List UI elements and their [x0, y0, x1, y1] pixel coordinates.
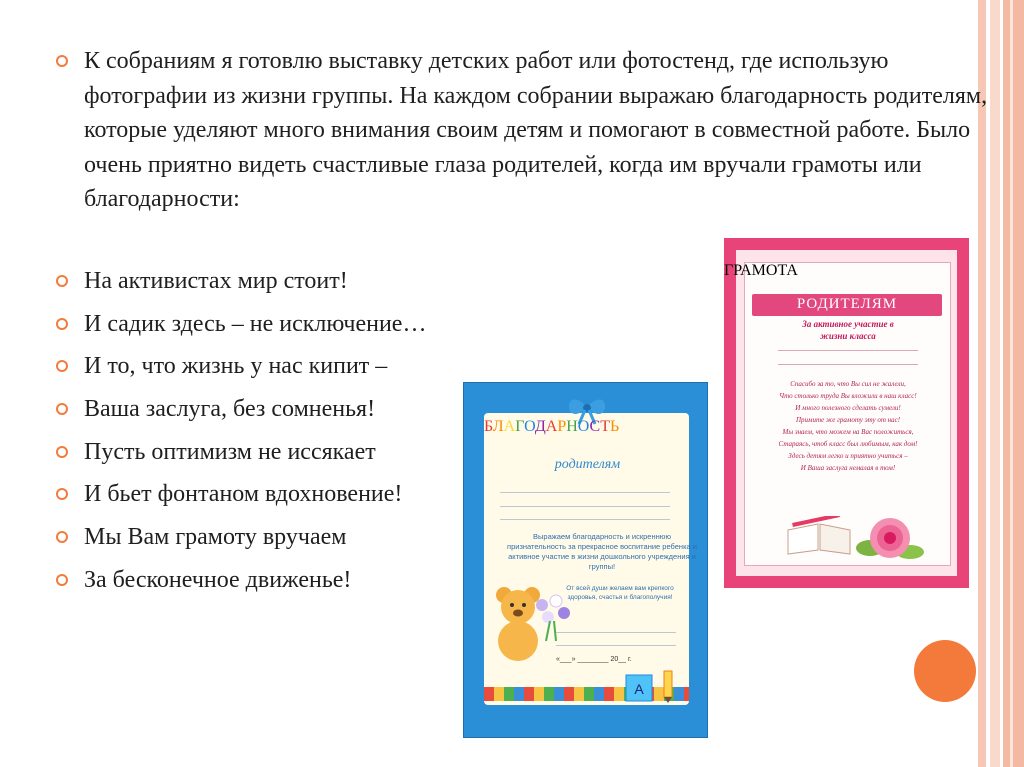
- poem-line: За бесконечное движенье!: [56, 563, 986, 598]
- poem-line: И то, что жизнь у нас кипит –: [56, 349, 986, 384]
- bullet-circle-icon: [56, 488, 68, 500]
- abc-block-icon: [624, 673, 654, 703]
- certificate-blue-date: «___» ________ 20__ г.: [556, 656, 632, 663]
- poem-line: Мы знаем, что можем на Вас положиться,: [782, 428, 914, 436]
- poem-line: Примите же грамоту эту от нас!: [795, 416, 901, 424]
- bullet-circle-icon: [56, 318, 68, 330]
- poem-line: На активистах мир стоит!: [56, 264, 986, 299]
- blank-line: [556, 645, 676, 646]
- title-letter: Л: [492, 418, 504, 435]
- bullet-circle-icon: [56, 275, 68, 287]
- svg-text:А: А: [634, 681, 644, 697]
- blank-line: [778, 350, 918, 351]
- title-letter: Н: [566, 418, 578, 435]
- certificate-blue-body: Выражаем благодарность и искреннюю признательность за прекрасное воспитание ребенка и активное участие в жизни дошкольного учреждения и группы!: [507, 532, 697, 571]
- title-letter: А: [545, 418, 558, 435]
- certificate-pink-title: ГРАМОТА: [724, 262, 798, 279]
- bullet-circle-icon: [56, 446, 68, 458]
- open-book-icon: [784, 516, 854, 556]
- certificate-pink-for: За активное участие в жизни класса: [802, 319, 894, 341]
- poem-line: И много полезного сделать сумели!: [795, 404, 901, 412]
- bullet-circle-icon: [56, 360, 68, 372]
- certificate-pink-subtitle: РОДИТЕЛЯМ: [796, 296, 898, 312]
- poem-line: Мы Вам грамоту вручаем: [56, 520, 986, 555]
- certificate-blue-title: [484, 418, 689, 436]
- blank-line: [556, 632, 676, 633]
- title-letter: А: [503, 418, 516, 435]
- blank-line: [500, 506, 670, 507]
- title-letter: С: [589, 418, 601, 435]
- poem-line: Спасибо за то, что Вы сил не жалели,: [790, 380, 906, 388]
- pencil-icon: [654, 669, 684, 705]
- poem-line: Ваша заслуга, без сомненья!: [56, 392, 986, 427]
- poem-line: И садик здесь – не исключение…: [56, 307, 986, 342]
- certificate-pink-poem: [758, 378, 938, 474]
- title-letter: О: [524, 418, 535, 435]
- intro-paragraph: К собраниям я готовлю выставку детских работ или фотостенд, где использую фотографии из жизни группы. На каждом собрании выражаю благодарность родителям, которые уделяют много внимания своим детям и помогают в совместной работе. Было очень приятно видеть счастливые глаза родителей, когда им вручали грамоты или благодарности:: [84, 48, 988, 212]
- bullet-circle-icon: [56, 574, 68, 586]
- certificate-blue-subtitle: родителям: [554, 457, 621, 472]
- bullet-circle-icon: [56, 403, 68, 415]
- blank-line: [500, 492, 670, 493]
- intro-bullet: [56, 44, 986, 217]
- poem-line: Что столько труда Вы вложили в наш класс!: [779, 392, 917, 400]
- blank-line: [500, 519, 670, 520]
- title-letter: Д: [534, 418, 546, 435]
- rose-icon: [852, 508, 928, 568]
- bullet-circle-icon: [56, 55, 68, 67]
- title-letter: Ь: [610, 418, 620, 435]
- poem-line: Пусть оптимизм не иссякает: [56, 435, 986, 470]
- certificate-blue-wish: От всей души желаем вам крепкого здоровья, счастья и благополучия!: [566, 585, 674, 601]
- decorative-circle-icon: [914, 640, 976, 702]
- decor-stripe: [1003, 0, 1024, 767]
- bullet-circle-icon: [56, 531, 68, 543]
- poem-line: Здесь детям легко и приятно учиться –: [788, 452, 908, 460]
- decor-stripe: [1010, 0, 1013, 767]
- title-letter: Г: [515, 418, 525, 435]
- blank-line: [778, 364, 918, 365]
- title-letter: О: [577, 418, 590, 435]
- poem-line: И Ваша заслуга немалая в том!: [800, 464, 896, 472]
- title-letter: Б: [484, 418, 493, 435]
- title-letter: Т: [600, 418, 610, 435]
- poem-line: Стараясь, чтоб класс был любимым, как дом!: [778, 440, 918, 448]
- poem-line: И бьет фонтаном вдохновение!: [56, 477, 986, 512]
- title-letter: Р: [557, 418, 567, 435]
